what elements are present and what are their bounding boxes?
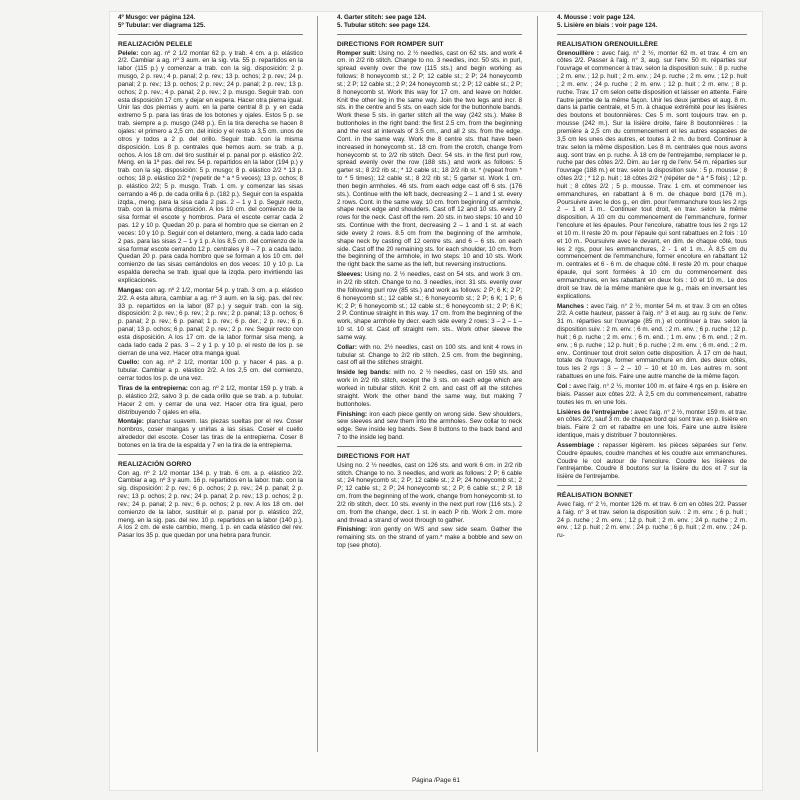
section-title: REALIZACIÓN GORRO [118, 460, 192, 468]
paragraph-label: Grenouillère : [557, 49, 599, 57]
paragraph [118, 385, 303, 416]
divider [557, 485, 747, 486]
section-list [118, 50, 303, 450]
paragraph-text: con ag. nº 2 1/2, montar 100 p. y hacer 4 pas. a p. tubular. Cambiar a p. elástico 2/2. A los 2,5 cm. del comienzo, cerrar todos los p. de una vez. [118, 359, 303, 383]
paragraph [337, 271, 522, 342]
section-title: REALISATION GRENOUILLÈRE [557, 40, 658, 48]
paragraph-text: planchar suavem. las piezas sueltas por el rev. Coser hombros, coser mangas y unirlas a las sisas. Coser el cuello alrededor del escote. Coser las tiras de la entrepierna. Coser 8 botones en la tira de la espalda y 7 en la tira de la entrepierna. [118, 418, 303, 449]
header-note: 5. Lisière en biais : voir page 124. [557, 21, 658, 29]
paragraph-text: con ag. nº 2 1/2, montar 159 p. y trab. a p. elástico 2/2, salvo 3 p. de cada orillo que se trab. a p. tubular. Hacer 2 cm. y cerrar de una vez. Hacer otra tira igual, pero distribuyendo 7 ojales en ella. [118, 384, 303, 416]
paragraph [337, 344, 522, 368]
paragraph-text: avec l'aig. n° 2 ½, monter 54 m. et trav. 3 cm en côtes 2/2. A cette hauteur, passer à l'aig. n° 3 et aug. au rg suiv. de l'env. 31 m. réparties sur l'ouvrage (85 m.) et continuer à trav. selon la disposition suiv. : 2 m. env. ; 6 m. end. ; 2 m. env. ; 6 p. ruche ; 12 p. huit ; 6 p. ruche ; 2 m. env. ; 6 m. end. ; 1 m. env. ; 6 m. end. ; 2 m. env. ; 6 p. ruche ; 12 p. huit ; 6 p. ruche ; 2 m. env. ; 6 m. end. ; 2 m. env.. Continuer tout droit selon cette disposition. À 17 cm de haut, totale de l'ouvrage, former emmanchure en dim. des deux côtés, tous les 2 rgs : 3 – 2 – 10 – 10 et 10 m. Les autres m. sont rabattues en une fois. Faire une autre manche de la même façon. [557, 302, 747, 381]
paragraph-label: Tiras de la entrepierna: [118, 384, 188, 392]
paragraph [337, 462, 522, 525]
paragraph: Avec l'aig. n° 2 ½, monter 126 m. et trav. 6 cm en côtes 2/2. Passer à l'aig. n° 3 et trav. selon la disposition suiv. : 2 m. env. ; 6 p. huit ; 24 p. ruche ; 2 m. env. ; 12 p. huit ; 2 m. env. ; 24 p. ruche ; 2 m. env. ; 12 p. huit ; 2 m. env. ; 24 p. ruche ; 6 p. huit ; 2 m. env. ; 24 p. ru- [557, 500, 747, 540]
page-number: Página /Page 61 [411, 777, 461, 784]
paragraph-label: Inside leg bands: [337, 369, 391, 377]
paragraph [118, 359, 303, 383]
section-title: RÉALISATION BONNET [557, 492, 633, 500]
document-page [110, 12, 762, 790]
paragraph [118, 418, 303, 449]
paragraph-text: iron each piece gently on wrong side. Sew shoulders, sew sleeves and sew them into the armholes. Sew collar to neck edge. Sew inside leg bands. Sew 8 buttons to the back band and 7 to the inside leg band. [337, 410, 522, 442]
paragraph-text: with no. 2½ needles, cast on 100 sts. and knit 4 rows in tubular st. Change to 2/2 rib stitch. 2.5 cm. from the beginning, cast off all the stitches straight. [337, 343, 522, 367]
paragraph-text: avec l'aig. n° 2 ½, monter 159 m. et trav. en côtes 2/2, sauf 3 m. de chaque bord qui sont trav. en p. lisière en biais. Faire 2 cm et rabattre en une fois. Faire une autre lisière identique, mais y distribuer 7 boutonnières. [557, 408, 747, 440]
header-note: 5º Tubular: ver diagrama 125. [118, 21, 206, 29]
paragraph-label: Manches : [557, 302, 589, 310]
paragraph [337, 411, 522, 442]
paragraph-label: Finishing: [337, 410, 368, 418]
paragraph-label: Mangas: [118, 286, 144, 294]
section-title: REALIZACIÓN PELELE [118, 40, 193, 48]
section-list [557, 50, 747, 482]
paragraph-text: con ag. nº 2 1/2 montar 62 p. y trab. 4 cm. a p. elástico 2/2. Cambiar a ag. nº 3 aum. en la sig. vta. 55 p. repartidos en la labor (115 p.) y comenzar a trab. con la sig. disposición: 2 p. musgo, 2 p. rev.; 4 p. panal; 2 p. rev.; 13 p. ochos; 2 p. rev.; 24 p. panal; 2 p. rev.; 13 p. ochos; 2 p. rev.; 24 p. panal; 2 p. rev.; 13 p. ochos; 2 p. rev.; 4 p. panal; 2 p. rev.; 2 p. musgo. Seguir trab. con esta disposición 17 cm. y dejar en espera. Hacer otra pierna igual. Unir las dos piernas y aum. en la parte central 8 p. y en cada extremo 5 p. para las tiras de los botones y ojales. Estos 5 p. se trab. siempre a p. musgo (248 p.). En la tira derecha se hacen 8 ojales: el primero a 2,5 cm. del inicio y el resto a 3,5 cm. unos de otros y todos a 2 p. del orillo. Seguir trab. con la misma disposición. Los 8 p. centrales que hemos aum. se trab. a p. ochos. A los 18 cm. del tiro sustituir el p. panal por p. elástico 2/2. Meng. en la 1ª pas. del rev. 54 p. repartidos en la labor (194 p.) y trab. con la sig. disposición: 5 p. musgo; 8 p. elástico 2/2 * 13 p. ochos; 18 p. elástico 2/2 * (repetir de * a * 5 veces); 13 p. ochos; 8 p. elástico 2/2; 5 p. musgo. Trab. 1 cm. y comenzar las sisas cerrando a 46 p. de cada orilla 6 p. (182 p.). Seguir con la espalda izqda., meng. para la sisa cada 2 pas. 2 – 1 y 1 p. Seguir recto, trab. con la misma disposición. A los 10 cm. del comienzo de la sisa formar el escote y hombros. Para el escote cerrar cada 2 pas. 12 y 10 p. Quedan 20 p. para el hombro que se cierran en 2 veces: 10 y 10 p. Seguir con el delantero, meng. a cada lado cada 2 pas. para las sisas 2 – 1 y 1 p. A los 8,5 cm. del comienzo de la sisa formar escote cerrando 12 p. centrales y 8 – 7 p. a cada lado. Quedan 20 p. para cada hombro que se forman a los 10 cm. del comienzo de las sisas cerrándolos en dos veces: 10 y 10 p. La espalda derecha se trab. igual que la izqda. pero invirtiendo las explicaciones. [118, 49, 303, 284]
paragraph-text: Using no. 2 ½ needles, cast on 62 sts. and work 4 cm. in 2/2 rib stitch. Change to no. 3 needles, incr. 50 sts. in purl, spread evenly over the row (115 sts.) and begin working as follows: 8 honeycomb st.; 2 P; 12 cable st.; 2 P; 24 honeycomb st.; 2 P; 12 cable st.; 2 P; 24 honeycomb st.; 2 P; 12 cable st.; 2 P; 8 honeycomb st. Work this way for 17 cm. and leave on holder. Knit the other leg in the same way. Join the two legs and incr. 8 sts. in the centre and 5 sts. on each side for the buttonhole bands. Work these 5 sts. in garter stitch all the way (242 sts.). Make 8 buttonholes in the right band: the first 2.5 cm. from the beginning and the rest at intervals of 3.5 cm., and all 2 sts. from the edge. Cont. in the same way. Work the 8 centre sts. that have been increased in honeycomb st.. 18 cm. from the crotch, change from honeycomb st. to 2/2 rib stitch. Decr. 54 sts. in the first purl row, spread evenly over the row (188 sts.) and work as follows: 5 garter st.; 8 2/2 rib st.; * 12 cable st.; 18 2/2 rib st. * (repeat from * to * 5 times); 12 cable st.; 8 2/2 rib st.; 5 garter st. Work 1 cm. then begin armholes. 46 sts. from each edge cast off 6 sts. (176 sts.). Continue with the left back, decreasing 2 – 1 and 1 st. every 2 rows. Cont. in the same way. 10 cm. from beginning of armhole, shape neck edge and shoulders. Cast off 12 and 10 sts. every 2 rows for the neck. Cast off the rem. 20 sts. in two steps: 10 and 10 sts. Continue with the front, decreasing 2 – 1 and 1 st. at each side every 2 rows. 8.5 cm from the beginning of the armhole, shape neck by casting off 12 centre sts. and 6 – 6 sts. on each side. Cast off the 20 remaining sts. for each shoulder, 10 cm. from the beginning of the armhole, in two steps: 10 and 10 sts. Work the right back the same as the left, but reversing instructions. [337, 49, 522, 269]
section-title: DIRECTIONS FOR HAT [337, 452, 411, 460]
paragraph-label: Assemblage : [557, 441, 600, 449]
paragraph-label: Montaje: [118, 418, 144, 426]
divider [337, 446, 522, 447]
divider [337, 34, 522, 35]
paragraph [118, 50, 303, 285]
paragraph-label: Col : [557, 382, 572, 390]
section-list [337, 50, 522, 442]
english-column [337, 14, 522, 752]
paragraph-text: iron gently on WS and sew side seam. Gather the remaining sts. on the strand of yarn.* make a bobble and sew on top (see photo). [337, 526, 522, 550]
paragraph [557, 409, 747, 440]
section-list [337, 462, 522, 550]
paragraph-label: Sleeves: [337, 271, 363, 279]
section-title: DIRECTIONS FOR ROMPER SUIT [337, 40, 444, 48]
paragraph-text: Using no. 2 ½ needles, cast on 54 sts. and work 3 cm. in 2/2 rib stitch. Change to no. 3 needles, incr. 31 sts. evenly over the following purl row (85 sts.) and work as follows: 2 P; 6 K; 2 P; 6 honeycomb st.; 12 cable st.; 6 honeycomb st.; 2 P; 6 K; 1 P; 6 K; 2 P; 6 honeycomb st.; 12 cable st.; 6 honeycomb st.; 2 P; 6 K; 2 P. Continue straight in this way. 17 cm. from the beginning of the work, shape armhole by decr. each side every 2 rows: 3 – 2 – 1 – 10 st. 10 st. Cast off straight rem. sts.. Work other sleeve the same way. [337, 271, 522, 341]
divider [118, 454, 303, 455]
paragraph: Con ag. nº 2 1/2 montar 134 p. y trab. 6 cm. a p. elástico 2/2. Cambiar a ag. nº 3 y aum. 16 p. repartidos en la labor. trab. con la sig. disposición: 2 p. rev.; 6 p. ochos; 2 p. rev.; 24 p. panal; 2 p. rev.; 13 p. ochos; 2 p. rev.; 24 p. panal; 2 p. rev.; 13 p. ochos; 2 p. rev.; 24 p. panal; 2 p. rev.; 6 p. ochos; 2 p. rev. A los 18 cm. del comienzo de la labor, sustituir el p. panal por p. elástico 2/2, meng. en la sig. pas. del rev. 10 p. repartidos en la labor (140 p.). A los 2 cm. de este cambio, meng. 1 p. en cada elástico del rev. Pasar los 35 p. que quedan por una hebra para fruncir. [118, 469, 303, 540]
column-divider [537, 16, 538, 752]
paragraph [557, 303, 747, 381]
paragraph-text: with no. 2 ½ needles, cast on 159 sts. and work in 2/2 rib stitch, except the 3 sts. on each edge which are worked in tubular stitch. Knit 2 cm. and cast off all the stitches straight. Work the other band the same way, but making 7 buttonholes. [337, 369, 522, 408]
paragraph [557, 383, 747, 407]
divider [557, 34, 747, 35]
header-note: 5. Tubular stitch: see page 124. [337, 21, 430, 29]
paragraph-label: Cuello: [118, 359, 140, 367]
header-note: 4º Musgo: ver página 124. [118, 14, 196, 21]
paragraph-label: Collar: [337, 343, 357, 351]
paragraph-label: Romper suit: [337, 49, 377, 57]
paragraph-label: Lisières de l'entrejambe : [557, 408, 633, 416]
divider [118, 34, 303, 35]
french-column [557, 14, 747, 752]
paragraph [337, 526, 522, 550]
paragraph-text: avec l'aig. n° 2 ½, monter 62 m. et trav. 4 cm en côtes 2/2. Passer à l'aig. n° 3, aug. sur l'env. 50 m. réparties sur l'ouvrage et commencer à trav. selon la disposition suiv. : 8 p. ruche ; 2 m. env. ; 12 p. huit ; 2 m. env. ; 24 p. ruche ; 2 m. env. ; 12 p. huit ; 2 m. env. ; 24 p. ruche ; 2 m. env. ; 12 p. huit ; 2 m. env. ; 8 p. ruche. Trav. 17 cm selon cette disposition et laisser en attente. Faire l'autre jambe de la même façon. Unir les deux jambes et aug. 8 m. dans la partie centrale, et 5 m. à chaque extrémité pour les lisières des boutons et boutonnières. Ces 5 m. sont toujours trav. en p. mousse (242 m.). Sur la lisière droite, faire 8 boutonnières : la première à 2,5 cm du commencement et les autres espacées de 3,5 cm les unes des autres, et toutes à 2 m. du bord. Continuer à trav. selon la même disposition. Les 8 m. centrales que nous avons aug. sont trav. en p. ruche. À 18 cm de l'entrejambe, remplacer le p. ruche par des côtes 2/2. Dim. au 1er rg de l'env. 54 m. réparties sur l'ouvrage (188 m.) et trav. selon la disposition suiv. : 5 p. mousse ; 8 côtes 2/2 ; * 12 p. huit ; 18 côtes 2/2 * (répéter de * à * 5 fois) ; 12 p. huit ; 8 côtes 2/2 ; 5 p. mousse. Trav. 1 cm. et commencer les emmanchures, en rabattant à 6 m. de chaque bord (176 m.). Poursuivre avec le dos g., en dim. pour l'emmanchure tous les 2 rgs 2 – 1 et 1 m.. Continuer tout droit, en trav. selon la même disposition. A 10 cm du commencement de l'emmanchure, former l'encolure et les épaules. Pour l'encolure, rabattre tous les 2 rgs 12 et 10 m. Il reste 20 m. pour l'épaule qui sont rabattues en 2 fois : 10 et 10 m.. Poursuivre avec le devant, en dim. de chaque côté, tous les 2 rgs, pour les emmanchures, 2 - 1 et 1 m.. À 8,5 cm du commencement de l'emmanchure, former encolure en rabattant 12 m. centrales et 6 - 6 m. de chaque côté. Il reste 20 m. pour chaque épaule, qui sont formées à 10 cm du commencement des emmanchures, en les rabattant en deux fois : 10 et 10 m.. Le dos droit se trav. de la même manière que le g., mais en inversant les explications. [557, 49, 747, 300]
paragraph-label: Finishing: [337, 526, 368, 534]
paragraph-text: Using no. 2 ½ needles, cast on 126 sts. and work 6 cm. in 2/2 rib stitch. Change to no. 3 needles, and work as follows: 2 P; 6 cable st.; 24 honeycomb st.; 2 P; 12 cable st.; 2 P; 24 honeycomb st.; 2 P; 12 cable st.; 2 P; 24 honeycomb st.; 2 P; 6 cable st.; 2 P. 18 cm. from the beginning of the work, change from honeycomb st. to 2/2 rib stitch, decr. 10 sts. evenly in the next purl row (116 sts.). 2 cm. from the change, decr. 1 st. in each P rib. Work 2 cm. more and thread a strand of wool through to gather. [337, 461, 522, 524]
header-note: 4. Mousse : voir page 124. [557, 14, 636, 21]
paragraph-label: Pelele: [118, 49, 139, 57]
header-note: 4. Garter stitch: see page 124. [337, 14, 427, 21]
paragraph-text: avec l'aig. n° 2 ½, monter 100 m. et faire 4 rgs en p. lisière en biais. Passer aux côtes 2/2. À 2,5 cm du commencement, rabattre toutes les m. en une fois. [557, 382, 747, 406]
paragraph [337, 369, 522, 408]
column-divider [317, 16, 318, 752]
paragraph-text: repasser légèrem. les pièces séparées sur l'env. Coudre épaules, coudre manches et les coudre aux emmanchures. Coudre le col autour de l'encolure. Coudre les lisières de l'entrejambe. Coudre 8 boutons sur la lisière du dos et 7 sur la lisière de l'entrejambe. [557, 441, 747, 481]
paragraph-text: con ag. nº 2 1/2, montar 54 p. y trab. 3 cm. a p. elástico 2/2. A esta altura, cambiar a ag. nº 3 aum. en la sig. pas. del rev. 33 p. repartidos en la labor (87 p.) y seguir trab. con la sig. disposición: 2 p. rev.; 6 p. rev.; 2 p. rev.; 2 p. panal; 13 p. ochos; 6 p. panal; 2 p. rev.; 6 p. panal; 1 p. rev.; 6 p. der.; 2 p. rev.; 6 p. panal; 13 p. ochos; 6 p. panal; 2 p. rev.; 2 p. rev. Seguir recto con esta disposición. A los 17 cm. de la labor formar sisa meng. a cada lado cada 2 pas. 3 – 2 y 1 p. y 10 p. el resto de los p. se cierran de una vez. Hacer otra manga igual. [118, 286, 303, 357]
paragraph [557, 442, 747, 481]
paragraph [118, 287, 303, 358]
paragraph [557, 50, 747, 301]
spanish-column [118, 14, 303, 752]
paragraph [337, 50, 522, 270]
